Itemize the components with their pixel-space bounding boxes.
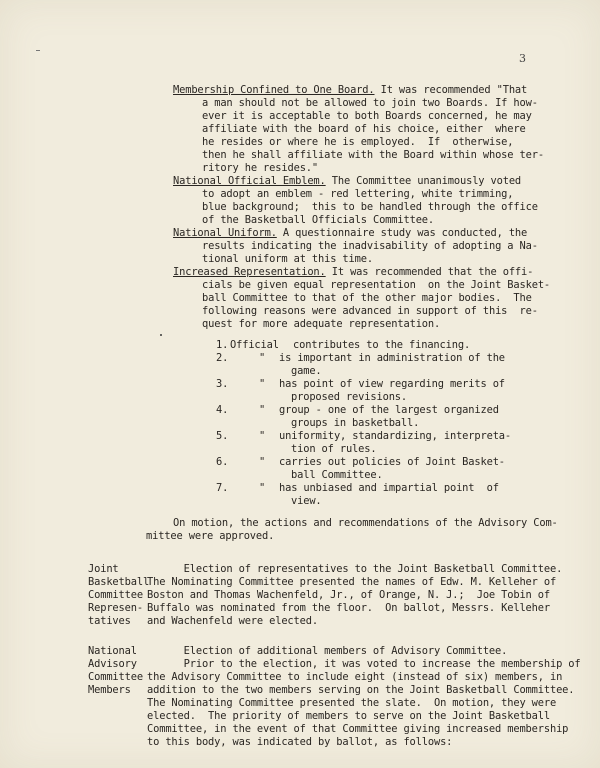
body-line: to this body, was indicated by ballot, as follows:: [147, 736, 453, 748]
item-line: of the Basketball Officials Committee.: [202, 214, 435, 226]
page-number: 3: [519, 52, 526, 65]
item-line: cials be given equal representation on the Joint Basket-: [202, 279, 551, 291]
body-line: Committee, in the event of that Committee giving increased membership: [147, 723, 569, 735]
body-line: Boston and Thomas Wachenfeld, Jr., of Orange, N. J.; Joe Tobin of: [147, 589, 550, 601]
margin-label: Committee: [88, 589, 143, 601]
page-dot: [160, 334, 162, 336]
body-line: Election of additional members of Advisory Committee.: [147, 645, 508, 657]
margin-label: Committee: [88, 671, 143, 683]
item-line: a man should not be allowed to join two Boards. If how-: [202, 97, 538, 109]
document-page: 3 Membership Confined to One Board. It was recommended "That a man should not be allowed to join two Boards. If how- ever it is acceptable to both Boards concerned, he may affiliate with the board of his choice, either where he resides or where he is employed. If otherwise, then he shall affiliate with the Board within whose ter- ritory he resides." National Official Emblem. The Committee unanimously voted to adopt an emblem - red lettering, white trimming, blue background; this to be handled through the office of the Basketball Officials Committee. National Uniform. A questionnaire study was conducted, the results indicating the inadvisability of adopting a Na- tional uniform at this time. Increased Representation. It was recommended that the offi- cials be given equal representation on the Joint Basket- ball Committee to that of the other major bodies. The following reasons were advanced in support of this re- quest for more adequate representation. 1. Official contributes to the financing. 2. " is important in administration of the game. 3. " has point of view regarding merits of proposed revisions. 4. " group - one of the largest organized groups in basketball. 5. " uniformity, standardizing, interpreta- tion of rules. 6. " carries out policies of Joint Basket- ball Committee. 7. " has unbiased and impartial point of view. On motion, the actions and recommendations of the Advisory Com- mittee were approved. Joint Basketball Committee Represen- tatives Election of representatives to the Joint Basketball Committee. The Nominating Committee presented the names of Edw. M. Kelleher of Boston and Thomas Wachenfeld, Jr., of Orange, N. J.; Joe Tobin of Buffalo was nominated from the floor. On ballot, Messrs. Kelleher and Wachenfeld were elected. National Advisory Committee Members Election of additional members of Advisory Committee. Prior to the election, it was voted to increase the membership of the Advisory Committee to include eight (instead of six) members, in addition to the two members serving on the Joint Basketball Committee. The Nominating Committee presented the slate. On motion, they were elected. The priority of members to serve on the Joint Basketball Committee, in the event of that Committee giving increased membership to this body, was indicated by ballot, as follows:: [0, 0, 600, 768]
body-line: Election of representatives to the Joint Basketball Committee.: [147, 563, 563, 575]
item-heading: Increased Representation.: [173, 266, 326, 278]
item-line: following reasons were advanced in support of this re-: [202, 305, 538, 317]
item-text: It was recommended that the offi-: [325, 266, 534, 278]
margin-label: Joint: [88, 563, 119, 575]
margin-label: Basketball: [88, 576, 150, 588]
body-line: Prior to the election, it was voted to increase the membership of: [147, 658, 581, 670]
item-text: It was recommended "That: [374, 84, 528, 96]
body-line: and Wachenfeld were elected.: [147, 615, 318, 627]
item-line: ever it is acceptable to both Boards concerned, he may: [202, 110, 532, 122]
margin-label: Advisory: [88, 658, 137, 670]
item-line: then he shall affiliate with the Board within whose ter-: [202, 149, 544, 161]
margin-label: tatives: [88, 615, 131, 627]
margin-label: Represen-: [88, 602, 143, 614]
item-line: ritory he resides.": [202, 162, 319, 174]
body-line: the Advisory Committee to include eight (instead of six) members, in: [147, 671, 563, 683]
body-line: Buffalo was nominated from the floor. On ballot, Messrs. Kelleher: [147, 602, 550, 614]
item-line: blue background; this to be handled through the office: [202, 201, 538, 213]
margin-label: National: [88, 645, 137, 657]
item-line: ball Committee to that of the other major bodies. The: [202, 292, 532, 304]
body-line: The Nominating Committee presented the names of Edw. M. Kelleher of: [147, 576, 557, 588]
body-line: The Nominating Committee presented the slate. On motion, they were: [147, 697, 557, 709]
item-line: tional uniform at this time.: [202, 253, 373, 265]
item-line: results indicating the inadvisability of adopting a Na-: [202, 240, 538, 252]
item-text: A questionnaire study was conducted, the: [276, 227, 528, 239]
item-heading: National Official Emblem.: [173, 175, 326, 187]
item-line: affiliate with the board of his choice, either where: [202, 123, 526, 135]
item-line: quest for more adequate representation.: [202, 318, 441, 330]
item-heading: Membership Confined to One Board.: [173, 84, 375, 96]
item-line: to adopt an emblem - red lettering, white trimming,: [202, 188, 514, 200]
body-line: addition to the two members serving on the Joint Basketball Committee.: [147, 684, 575, 696]
margin-label: Members: [88, 684, 131, 696]
body-line: elected. The priority of members to serve on the Joint Basketball: [147, 710, 550, 722]
item-text: The Committee unanimously voted: [325, 175, 522, 187]
item-heading: National Uniform.: [173, 227, 277, 239]
page-mark: [36, 50, 40, 51]
item-line: he resides or where he is employed. If otherwise,: [202, 136, 514, 148]
